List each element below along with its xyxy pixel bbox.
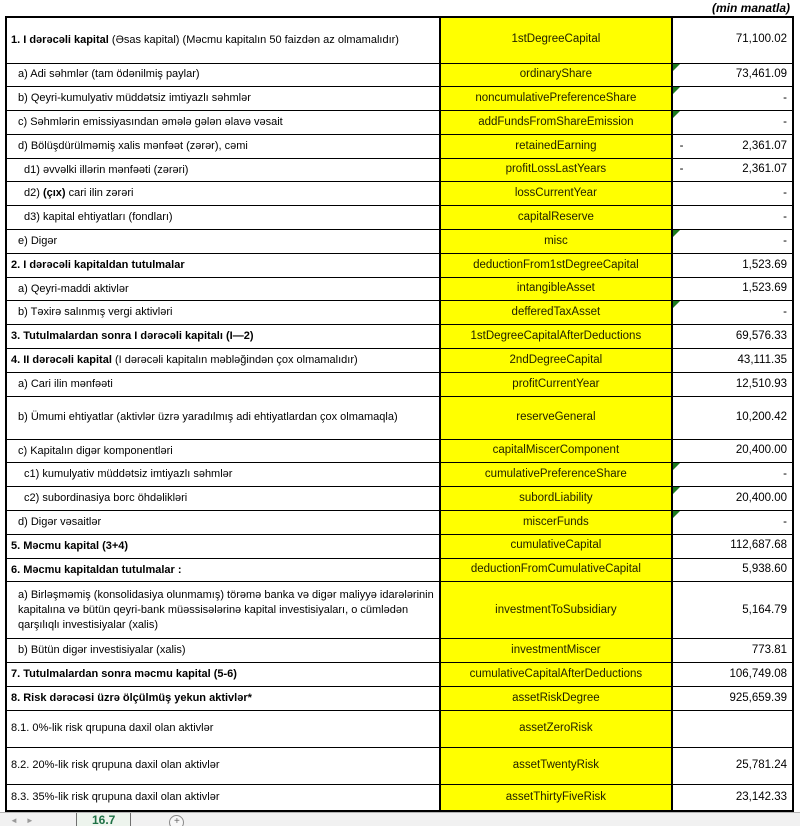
value-text: 10,200.42 [735, 410, 787, 423]
row-label-text: c) Kapitalın digər komponentləri [18, 444, 173, 457]
value-text: 20,400.00 [735, 491, 787, 504]
table-row [6, 663, 793, 687]
code-cell[interactable]: cumulativePreferenceShare [440, 463, 672, 487]
code-cell[interactable]: misc [440, 230, 672, 254]
code-cell[interactable]: intangibleAsset [440, 277, 672, 301]
value-cell[interactable] [672, 17, 793, 63]
capital-table [5, 16, 794, 812]
table-row [6, 230, 793, 254]
row-label-bold-text: 7. Tutulmalardan sonra məcmu kapital (5-6) [11, 668, 237, 681]
code-cell[interactable]: addFundsFromShareEmission [440, 111, 672, 135]
value-cell[interactable] [672, 396, 793, 439]
value-cell[interactable] [672, 206, 793, 230]
row-label-cell[interactable] [6, 487, 440, 511]
row-label-text: d3) kapital ehtiyatları (fondları) [24, 211, 173, 224]
value-text: 25,781.24 [735, 759, 787, 772]
table-row [6, 182, 793, 206]
value-text: - [783, 210, 787, 223]
row-label-cell[interactable] [6, 325, 440, 349]
value-cell[interactable] [672, 687, 793, 711]
code-cell[interactable]: investmentMiscer [440, 639, 672, 663]
negative-sign: - [679, 163, 684, 176]
row-label-text: (Əsas kapital) (Məcmu kapitalın 50 faizdən az olmamalıdır) [108, 33, 399, 46]
row-label-bold-text: 5. Məcmu kapital (3+4) [11, 539, 129, 552]
code-cell[interactable]: capitalReserve [440, 206, 672, 230]
row-label-text: 8.1. 0%-lik risk qrupuna daxil olan aktivlər [11, 722, 214, 735]
value-cell[interactable] [672, 372, 793, 396]
row-label-cell[interactable] [6, 277, 440, 301]
value-text: 23,142.33 [735, 790, 787, 803]
table-row [6, 396, 793, 439]
value-text: - [783, 234, 787, 247]
value-text: 925,659.39 [729, 691, 787, 704]
table-row [6, 687, 793, 711]
value-text: - [783, 306, 787, 319]
sheet-nav-left-icon[interactable]: ◄ [10, 816, 26, 825]
value-cell[interactable] [672, 710, 793, 747]
row-label-cell[interactable] [6, 253, 440, 277]
table-row [6, 253, 793, 277]
row-label-text: d) Bölüşdürülməmiş xalis mənfəət (zərər), cəmi [18, 139, 248, 152]
row-label-bold-text: 6. Məcmu kapitaldan tutulmalar : [11, 563, 182, 576]
row-label-text: a) Adi səhmlər (tam ödənilmiş paylar) [18, 68, 200, 81]
code-cell[interactable]: subordLiability [440, 487, 672, 511]
code-cell[interactable]: profitLossLastYears [440, 158, 672, 182]
code-cell[interactable]: miscerFunds [440, 511, 672, 535]
code-cell[interactable]: profitCurrentYear [440, 372, 672, 396]
row-label-cell[interactable] [6, 710, 440, 747]
value-text: - [783, 468, 787, 481]
value-text: 2,361.07 [742, 163, 787, 176]
row-label-text: b) Qeyri-kumulyativ müddətsiz imtiyazlı səhmlər [18, 92, 251, 105]
value-cell[interactable] [672, 487, 793, 511]
row-label-bold-text: 2. I dərəcəli kapitaldan tutulmalar [11, 258, 185, 271]
row-label-bold-text: (çıx) [42, 187, 66, 200]
row-label-text: a) Cari ilin mənfəəti [18, 377, 113, 390]
table-row [6, 158, 793, 182]
value-text: 1,523.69 [742, 282, 787, 295]
capital-table-body [6, 17, 793, 811]
value-text: 12,510.93 [735, 377, 787, 390]
table-row [6, 558, 793, 582]
sheet-nav-arrows[interactable] [0, 813, 54, 825]
code-cell[interactable]: assetTwentyRisk [440, 747, 672, 784]
row-label-cell[interactable] [6, 639, 440, 663]
value-cell[interactable] [672, 111, 793, 135]
table-row [6, 534, 793, 558]
value-cell[interactable] [672, 277, 793, 301]
add-sheet-icon[interactable]: + [169, 815, 184, 826]
code-cell[interactable]: investmentToSubsidiary [440, 582, 672, 639]
row-label-cell[interactable] [6, 87, 440, 111]
row-label-cell[interactable] [6, 182, 440, 206]
value-cell[interactable] [672, 558, 793, 582]
code-cell[interactable]: 1stDegreeCapitalAfterDeductions [440, 325, 672, 349]
table-row [6, 372, 793, 396]
row-label-cell[interactable] [6, 663, 440, 687]
value-text: 69,576.33 [735, 329, 787, 342]
value-text: - [783, 515, 787, 528]
value-cell[interactable] [672, 511, 793, 535]
value-cell[interactable] [672, 63, 793, 87]
code-cell[interactable]: defferedTaxAsset [440, 301, 672, 325]
value-text: - [783, 91, 787, 104]
row-label-cell[interactable] [6, 349, 440, 373]
value-cell[interactable] [672, 439, 793, 463]
value-text: 73,461.09 [735, 68, 787, 81]
sheet-nav-right-icon[interactable]: ► [25, 816, 42, 825]
table-row [6, 487, 793, 511]
negative-sign: - [679, 139, 684, 152]
value-text: 71,100.02 [735, 33, 787, 46]
table-row [6, 111, 793, 135]
value-cell[interactable] [672, 182, 793, 206]
code-cell[interactable]: ordinaryShare [440, 63, 672, 87]
table-row [6, 710, 793, 747]
value-cell[interactable] [672, 463, 793, 487]
code-cell[interactable]: retainedEarning [440, 134, 672, 158]
value-text: 5,938.60 [742, 563, 787, 576]
value-cell[interactable] [672, 747, 793, 784]
row-label-cell[interactable] [6, 784, 440, 811]
row-label-cell[interactable] [6, 230, 440, 254]
row-label-cell[interactable] [6, 206, 440, 230]
row-label-cell[interactable] [6, 372, 440, 396]
row-label-text: d1) əvvəlki illərin mənfəəti (zərəri) [24, 163, 189, 176]
row-label-text: c1) kumulyativ müddətsiz imtiyazlı səhmlər [24, 468, 233, 481]
row-label-cell[interactable] [6, 558, 440, 582]
row-label-cell[interactable] [6, 134, 440, 158]
table-row [6, 463, 793, 487]
table-row [6, 63, 793, 87]
value-cell[interactable] [672, 325, 793, 349]
code-cell[interactable]: noncumulativePreferenceShare [440, 87, 672, 111]
code-cell[interactable]: assetRiskDegree [440, 687, 672, 711]
row-label-bold-text: 4. II dərəcəli kapital [11, 354, 112, 367]
sheet-tab-bar [0, 812, 800, 826]
code-cell[interactable]: lossCurrentYear [440, 182, 672, 206]
unit-note: (min manatla) [711, 1, 790, 15]
value-cell[interactable] [672, 87, 793, 111]
value-cell[interactable] [672, 663, 793, 687]
value-text: - [783, 187, 787, 200]
value-text: 43,111.35 [737, 353, 787, 366]
value-text: 2,361.07 [742, 139, 787, 152]
table-row [6, 301, 793, 325]
table-row [6, 325, 793, 349]
code-cell[interactable]: assetThirtyFiveRisk [440, 784, 672, 811]
value-cell[interactable] [672, 134, 793, 158]
value-cell[interactable] [672, 639, 793, 663]
row-label-text: 8.3. 35%-lik risk qrupuna daxil olan aktivlər [11, 791, 220, 804]
row-label-text: c) Səhmlərin emissiyasından əmələ gələn əlavə vəsait [18, 116, 283, 129]
code-cell[interactable]: 2ndDegreeCapital [440, 349, 672, 373]
row-label-text: 8.2. 20%-lik risk qrupuna daxil olan aktivlər [11, 759, 220, 772]
table-row [6, 349, 793, 373]
row-label-cell[interactable] [6, 463, 440, 487]
row-label-text: c2) subordinasiya borc öhdəlikləri [24, 492, 188, 505]
row-label-text: d2) [24, 187, 43, 200]
table-row [6, 511, 793, 535]
sheet-tab-label: 16.7 [92, 813, 116, 826]
row-label-bold-text: 3. Tutulmalardan sonra I dərəcəli kapitalı (I—2) [11, 330, 254, 343]
value-text: - [783, 115, 787, 128]
code-cell[interactable]: assetZeroRisk [440, 710, 672, 747]
value-cell[interactable] [672, 349, 793, 373]
value-cell[interactable] [672, 784, 793, 811]
value-cell[interactable] [672, 301, 793, 325]
row-label-cell[interactable] [6, 158, 440, 182]
code-cell[interactable]: deductionFrom1stDegreeCapital [440, 253, 672, 277]
value-cell[interactable] [672, 230, 793, 254]
sheet-tab-active[interactable] [76, 813, 131, 826]
table-row [6, 784, 793, 811]
code-cell[interactable]: deductionFromCumulativeCapital [440, 558, 672, 582]
row-label-cell[interactable] [6, 63, 440, 87]
row-label-text: d) Digər vəsaitlər [18, 516, 102, 529]
value-cell[interactable] [672, 253, 793, 277]
row-label-text: (I dərəcəli kapitalın məbləğindən çox olmamalıdır) [111, 354, 358, 367]
table-row [6, 747, 793, 784]
table-row [6, 17, 793, 63]
row-label-cell[interactable] [6, 439, 440, 463]
row-label-cell[interactable] [6, 747, 440, 784]
value-text: 1,523.69 [742, 258, 787, 271]
row-label-cell[interactable] [6, 396, 440, 439]
row-label-text: b) Ümumi ehtiyatlar (aktivlər üzrə yaradılmış adi ehtiyatlardan çox olmamaqla) [18, 411, 398, 424]
row-label-bold-text: 8. Risk dərəcəsi üzrə ölçülmüş yekun aktivlər* [11, 692, 252, 704]
row-label-bold-text: 1. I dərəcəli kapital [11, 33, 109, 46]
value-text: 773.81 [751, 644, 787, 657]
row-label-cell[interactable] [6, 687, 440, 711]
value-cell[interactable] [672, 158, 793, 182]
table-row [6, 206, 793, 230]
row-label-cell[interactable] [6, 582, 440, 639]
code-cell[interactable]: cumulativeCapitalAfterDeductions [440, 663, 672, 687]
row-label-cell[interactable] [6, 534, 440, 558]
value-text: 112,687.68 [730, 539, 787, 552]
value-cell[interactable] [672, 582, 793, 639]
row-label-text: a) Qeyri-maddi aktivlər [18, 282, 129, 295]
value-text: 106,749.08 [729, 667, 787, 680]
code-cell[interactable]: reserveGeneral [440, 396, 672, 439]
row-label-text: b) Təxirə salınmış vergi aktivləri [18, 306, 173, 319]
row-label-cell[interactable] [6, 17, 440, 63]
table-row [6, 87, 793, 111]
table-row [6, 639, 793, 663]
row-label-text: b) Bütün digər investisiyalar (xalis) [18, 644, 186, 657]
row-label-cell[interactable] [6, 301, 440, 325]
table-row [6, 439, 793, 463]
table-row [6, 582, 793, 639]
table-row [6, 277, 793, 301]
row-label-text: e) Digər [18, 235, 58, 248]
code-cell[interactable]: cumulativeCapital [440, 534, 672, 558]
code-cell[interactable]: 1stDegreeCapital [440, 17, 672, 63]
row-label-cell[interactable] [6, 511, 440, 535]
row-label-text: cari ilin zərəri [65, 187, 134, 200]
value-text: 20,400.00 [735, 444, 787, 457]
table-row [6, 134, 793, 158]
row-label-text: a) Birləşməmiş (konsolidasiya olunmamış) törəmə banka və digər maliyyə idarələrinin kapitalına və bütün qeyri-bank müəssisələrinə kapital investisiyaları, o cümlədən qarşılıqlı investisiyalar (xalis) [18, 589, 434, 631]
row-label-cell[interactable] [6, 111, 440, 135]
code-cell[interactable]: capitalMiscerComponent [440, 439, 672, 463]
value-cell[interactable] [672, 534, 793, 558]
value-text: 5,164.79 [742, 603, 787, 616]
